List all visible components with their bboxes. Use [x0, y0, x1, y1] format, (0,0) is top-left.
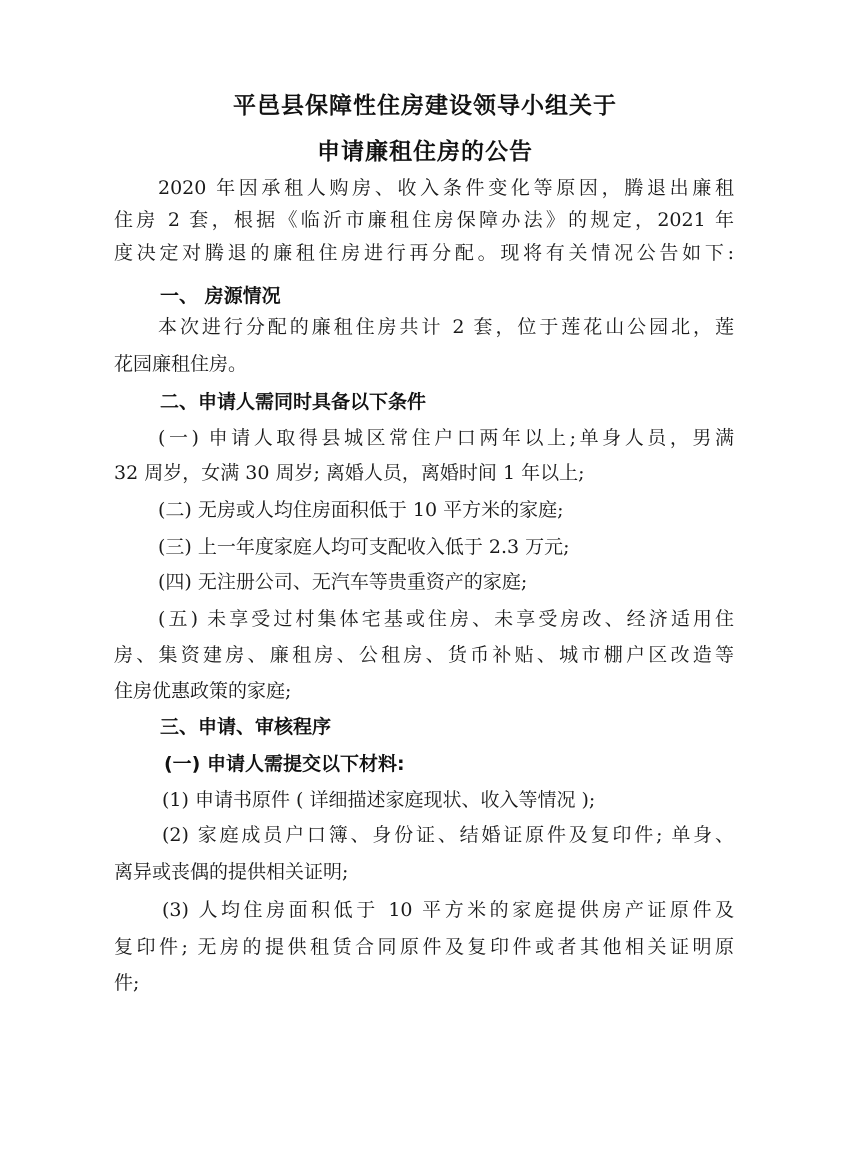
- condition-3: (三) 上一年度家庭人均可支配收入低于 2.3 万元;: [158, 536, 570, 558]
- intro-line-1: 2020 年因承租人购房、收入条件变化等原因，腾退出廉租: [158, 177, 734, 199]
- material-2-line-1: (2) 家庭成员户口簿、身份证、结婚证原件及复印件; 单身、: [162, 824, 734, 846]
- section-1-line-1: 本次进行分配的廉租住房共计 2 套，位于莲花山公园北，莲: [158, 316, 734, 338]
- intro-line-3: 度决定对腾退的廉租住房进行再分配。现将有关情况公告如下:: [114, 242, 734, 264]
- condition-5-line-3: 住房优惠政策的家庭;: [114, 680, 292, 702]
- condition-1-line-2: 32 周岁，女满 30 周岁; 离婚人员，离婚时间 1 年以上;: [114, 462, 585, 484]
- material-3-line-1: (3) 人均住房面积低于 10 平方米的家庭提供房产证原件及: [162, 899, 734, 921]
- section-3-heading: 三、申请、审核程序: [160, 716, 332, 738]
- condition-2: (二) 无房或人均住房面积低于 10 平方米的家庭;: [158, 499, 564, 521]
- document-title-line-2: 申请廉租住房的公告: [317, 139, 533, 165]
- material-1: (1) 申请书原件 ( 详细描述家庭现状、收入等情况 );: [162, 789, 596, 811]
- section-3-subheading: (一) 申请人需提交以下材料:: [164, 753, 405, 775]
- section-2-heading: 二、申请人需同时具备以下条件: [160, 391, 427, 413]
- document-title-line-1: 平邑县保障性住房建设领导小组关于: [233, 93, 617, 119]
- material-3-line-3: 件;: [114, 972, 140, 994]
- condition-5-line-1: (五) 未享受过村集体宅基或住房、未享受房改、经济适用住: [158, 608, 734, 630]
- section-1-heading: 一、 房源情况: [160, 285, 281, 307]
- material-3-line-2: 复印件; 无房的提供租赁合同原件及复印件或者其他相关证明原: [114, 936, 734, 958]
- intro-line-2: 住房 2 套，根据《临沂市廉租住房保障办法》的规定，2021 年: [114, 209, 734, 231]
- section-1-line-2: 花园廉租住房。: [114, 353, 248, 375]
- condition-1-line-1: (一) 申请人取得县城区常住户口两年以上;单身人员，男满: [158, 427, 734, 449]
- condition-4: (四) 无注册公司、无汽车等贵重资产的家庭;: [158, 571, 528, 593]
- condition-5-line-2: 房、集资建房、廉租房、公租房、货币补贴、城市棚户区改造等: [114, 644, 734, 666]
- material-2-line-2: 离异或丧偶的提供相关证明;: [114, 861, 349, 883]
